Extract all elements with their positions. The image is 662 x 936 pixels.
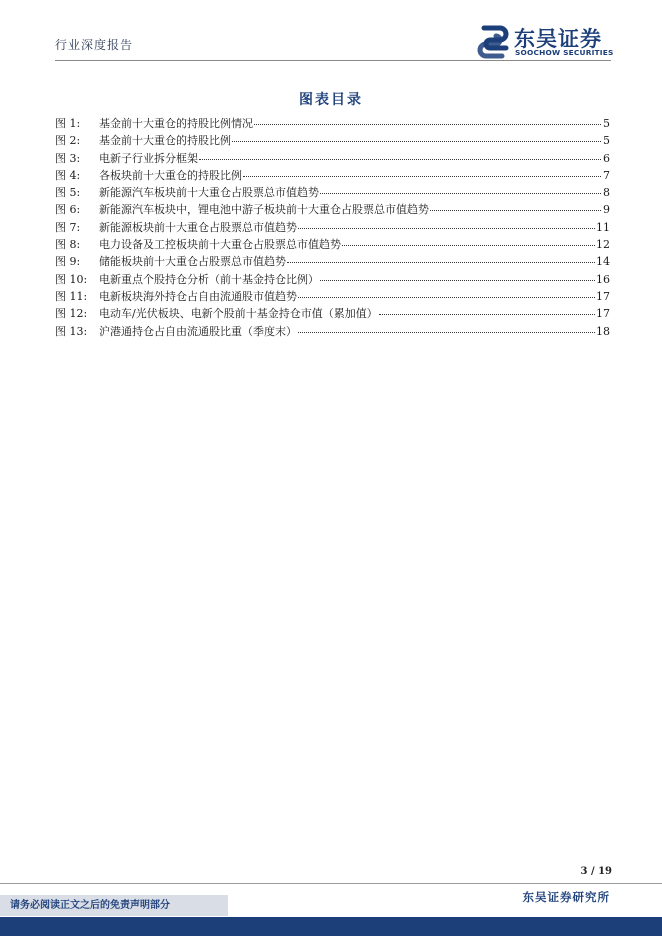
logo-chinese-name: 东吴证券 bbox=[514, 27, 602, 51]
toc-item-page: 5 bbox=[603, 117, 610, 130]
toc-item-label: 图 7: bbox=[55, 220, 81, 234]
toc-item-label: 图 8: bbox=[55, 238, 81, 252]
footer-color-bar bbox=[0, 917, 662, 936]
toc-item-label: 图 6: bbox=[55, 203, 81, 217]
toc-leader-dots bbox=[379, 303, 595, 315]
research-institute-name: 东吴证券研究所 bbox=[522, 890, 610, 904]
footer-divider bbox=[0, 883, 662, 884]
toc-leader-dots bbox=[320, 182, 601, 194]
toc-item-text: 新能源汽车板块前十大重仓占股票总市值趋势 bbox=[99, 186, 319, 200]
toc-leader-dots bbox=[287, 251, 595, 263]
toc-item-page: 18 bbox=[596, 324, 610, 338]
toc-title: 图表目录 bbox=[299, 92, 363, 108]
toc-item-label: 图 5: bbox=[55, 186, 81, 200]
toc-leader-dots bbox=[342, 234, 595, 246]
toc-item-label: 图 11: bbox=[55, 289, 88, 303]
toc-item-text: 电力设备及工控板块前十大重仓占股票总市值趋势 bbox=[99, 238, 341, 252]
toc-item-text: 沪港通持仓占自由流通股比重（季度末） bbox=[99, 324, 297, 338]
toc-list bbox=[55, 115, 610, 340]
toc-item-text: 新能源汽车板块中，锂电池中游子板块前十大重仓占股票总市值趋势 bbox=[99, 203, 429, 217]
toc-item-text: 基金前十大重仓的持股比例 bbox=[99, 134, 231, 148]
disclaimer-notice: 请务必阅读正文之后的免责声明部分 bbox=[0, 895, 228, 916]
toc-item-label: 图 9: bbox=[55, 255, 81, 269]
toc-item-label: 图 13: bbox=[55, 324, 88, 338]
toc-item-text: 基金前十大重仓的持股比例情况 bbox=[99, 117, 253, 130]
toc-item-text: 各板块前十大重仓的持股比例 bbox=[99, 168, 242, 182]
toc-item-page: 7 bbox=[603, 168, 610, 182]
logo-english-name: SOOCHOW SECURITIES bbox=[515, 48, 614, 57]
company-logo bbox=[476, 22, 626, 60]
toc-item-text: 电动车/光伏板块、电新个股前十基金持仓市值（累加值） bbox=[99, 307, 378, 321]
toc-item[interactable] bbox=[55, 323, 610, 340]
toc-item-page: 12 bbox=[596, 238, 610, 252]
toc-leader-dots bbox=[430, 199, 601, 211]
toc-leader-dots bbox=[298, 217, 595, 229]
toc-leader-dots bbox=[232, 130, 601, 142]
toc-item-label: 图 10: bbox=[55, 272, 88, 286]
toc-leader-dots bbox=[254, 113, 601, 125]
toc-item-label: 图 4: bbox=[55, 168, 81, 182]
toc-item-page: 8 bbox=[603, 186, 610, 200]
toc-leader-dots bbox=[298, 286, 595, 298]
toc-item-page: 17 bbox=[596, 307, 610, 321]
toc-leader-dots bbox=[199, 148, 601, 160]
toc-item-text: 电新重点个股持仓分析（前十基金持仓比例） bbox=[99, 272, 319, 286]
toc-item-page: 17 bbox=[596, 289, 610, 303]
toc-item-text: 新能源板块前十大重仓占股票总市值趋势 bbox=[99, 220, 297, 234]
toc-item-text: 电新板块海外持仓占自由流通股市值趋势 bbox=[99, 289, 297, 303]
toc-leader-dots bbox=[298, 321, 595, 333]
toc-item-page: 16 bbox=[596, 272, 610, 286]
report-category: 行业深度报告 bbox=[55, 38, 134, 52]
page-number: 3 / 19 bbox=[580, 866, 612, 877]
toc-item-page: 14 bbox=[596, 255, 610, 269]
header-divider bbox=[55, 60, 611, 61]
toc-item-page: 6 bbox=[603, 151, 610, 165]
toc-item-label: 图 1: bbox=[55, 117, 81, 130]
toc-item-text: 储能板块前十大重仓占股票总市值趋势 bbox=[99, 255, 286, 269]
toc-item-label: 图 12: bbox=[55, 307, 88, 321]
toc-item-label: 图 2: bbox=[55, 134, 81, 148]
toc-item-text: 电新子行业拆分框架 bbox=[99, 151, 198, 165]
soochow-logo-icon bbox=[476, 25, 510, 59]
toc-leader-dots bbox=[320, 269, 595, 281]
toc-item-label: 图 3: bbox=[55, 151, 81, 165]
toc-leader-dots bbox=[243, 165, 601, 177]
toc-item-page: 11 bbox=[596, 220, 610, 234]
toc-item-page: 9 bbox=[603, 203, 610, 217]
toc-item-page: 5 bbox=[603, 134, 610, 148]
